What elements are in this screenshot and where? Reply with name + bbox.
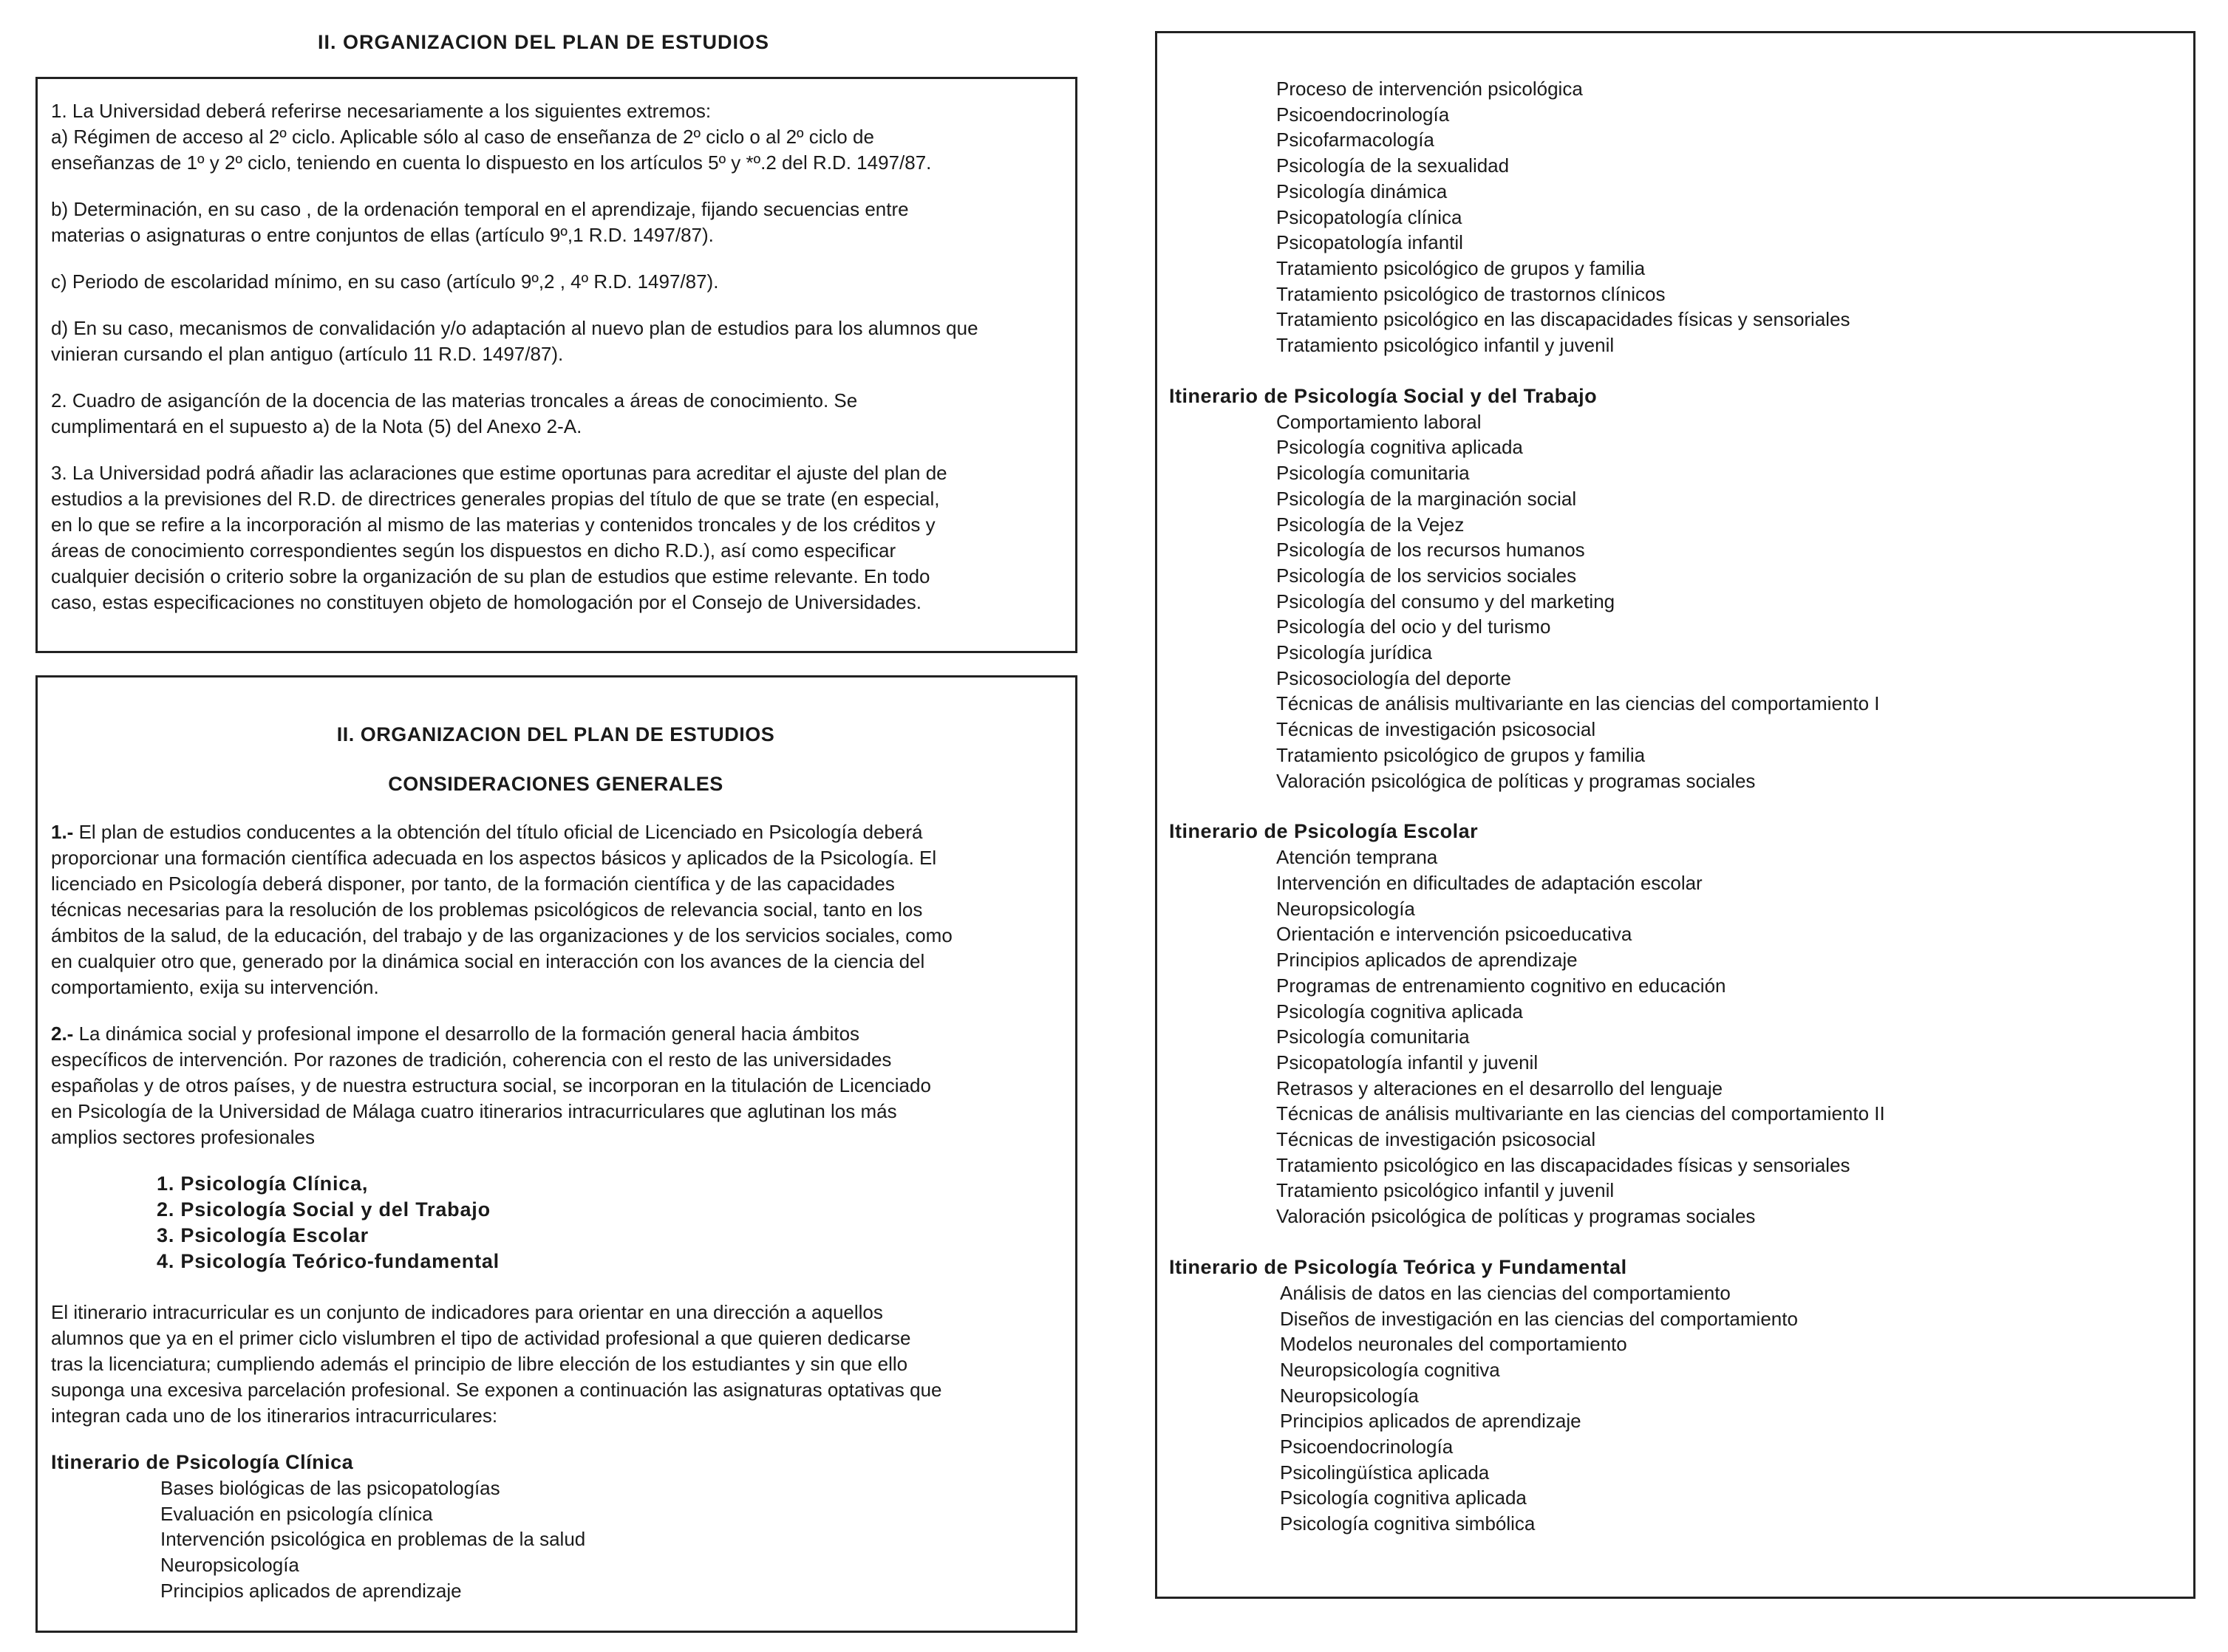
- course-item: Proceso de intervención psicológica: [1276, 78, 1583, 100]
- itinerary-teorica: [1169, 1255, 2178, 1537]
- course-item: Valoración psicológica de políticas y programas sociales: [1276, 769, 1756, 792]
- course-item: Tratamiento psicológico infantil y juvenil: [1276, 334, 1615, 357]
- course-item: Técnicas de investigación psicosocial: [1276, 1128, 1596, 1151]
- itinerary-clinica-continued: [1276, 76, 2178, 358]
- course-item: Psicosociología del deporte: [1276, 666, 1511, 689]
- requirement-line: vinieran cursando el plan antiguo (artículo 11 R.D. 1497/87).: [51, 343, 564, 365]
- requirement-paragraph: [51, 269, 1060, 295]
- requirements-paragraphs: [51, 98, 1060, 615]
- page-title: II. ORGANIZACION DEL PLAN DE ESTUDIOS: [318, 31, 770, 53]
- course-item: Técnicas de análisis multivariante en las ciencias del comportamiento II: [1276, 1102, 1885, 1125]
- paragraph-1-line: comportamiento, exija su intervención.: [51, 976, 379, 998]
- itinerary-list-item: 4. Psicología Teórico-fundamental: [157, 1250, 500, 1272]
- course-item: Programas de entrenamiento cognitivo en educación: [1276, 974, 1726, 997]
- course-item: Neuropsicología: [1276, 897, 1415, 920]
- course-item: Retrasos y alteraciones en el desarrollo del lenguaje: [1276, 1076, 1723, 1099]
- course-item: Bases biológicas de las psicopatologías: [160, 1477, 500, 1499]
- general-considerations-box: [35, 675, 1077, 1633]
- itinerary-list-item: 1. Psicología Clínica,: [157, 1173, 369, 1195]
- section-subtitle: CONSIDERACIONES GENERALES: [388, 773, 723, 795]
- course-item: Psicología de la marginación social: [1276, 487, 1577, 510]
- course-item: Psicología de los servicios sociales: [1276, 564, 1577, 587]
- requirement-paragraph: [51, 388, 1060, 440]
- course-item: Comportamiento laboral: [1276, 410, 1482, 433]
- course-item: Técnicas de investigación psicosocial: [1276, 718, 1596, 741]
- course-item: Psicología jurídica: [1276, 641, 1432, 664]
- paragraph-2-line: específicos de intervención. Por razones de tradición, coherencia con el resto de las universidades: [51, 1048, 892, 1071]
- course-item: Principios aplicados de aprendizaje: [1276, 949, 1578, 972]
- course-item: Psicología comunitaria: [1276, 462, 1470, 485]
- itinerary-clinica-title: Itinerario de Psicología Clínica: [51, 1451, 354, 1473]
- course-item: Psicoendocrinología: [1280, 1436, 1454, 1458]
- paragraph-2: [51, 1021, 1060, 1150]
- course-item: Tratamiento psicológico en las discapacidades físicas y sensoriales: [1276, 308, 1850, 331]
- itineraries-box: [1155, 31, 2195, 1599]
- requirement-line: áreas de conocimiento correspondientes según los dispuestos en dicho R.D.), así como especificar: [51, 539, 896, 562]
- course-item: Psicolingüística aplicada: [1280, 1461, 1490, 1484]
- course-item: Tratamiento psicológico en las discapacidades físicas y sensoriales: [1276, 1153, 1850, 1176]
- itinerary-escolar-items: [1276, 844, 2178, 1229]
- course-item: Psicología del ocio y del turismo: [1276, 615, 1551, 638]
- requirement-line: 2. Cuadro de asigancíón de la docencia de las materias troncales a áreas de conocimiento. Se: [51, 389, 858, 412]
- course-item: Psicología dinámica: [1276, 180, 1448, 202]
- requirement-line: cualquier decisión o criterio sobre la organización de su plan de estudios que estime relevante. En todo: [51, 565, 930, 587]
- course-item: Neuropsicología cognitiva: [1280, 1358, 1500, 1381]
- requirements-box: [35, 77, 1077, 653]
- paragraph-2-number: 2.-: [51, 1023, 74, 1045]
- course-item: Intervención psicológica en problemas de la salud: [160, 1528, 586, 1551]
- itinerary-list-item: 2. Psicología Social y del Trabajo: [157, 1198, 491, 1221]
- requirement-paragraph: [51, 315, 1060, 367]
- paragraph-1-line: técnicas necesarias para la resolución de los problemas psicológicos de relevancia social, tanto en los: [51, 898, 923, 921]
- course-item: Valoración psicológica de políticas y programas sociales: [1276, 1205, 1756, 1228]
- course-item: Psicología de la sexualidad: [1276, 154, 1510, 177]
- paragraph-2-line: españolas y de otros países, y de nuestra estructura social, se incorporan en la titulación de Licenciado: [51, 1074, 931, 1096]
- requirement-line: d) En su caso, mecanismos de convalidación y/o adaptación al nuevo plan de estudios para los alumnos que: [51, 317, 978, 339]
- requirement-paragraph: [51, 197, 1060, 248]
- course-item: Análisis de datos en las ciencias del comportamiento: [1280, 1281, 1731, 1304]
- paragraph-2-line: en Psicología de la Universidad de Málaga cuatro itinerarios intracurriculares que aglutinan los más: [51, 1100, 897, 1122]
- itinerary-escolar-title: Itinerario de Psicología Escolar: [1169, 820, 1479, 843]
- requirement-line: 3. La Universidad podrá añadir las aclaraciones que estime oportunas para acreditar el ajuste del plan de: [51, 462, 947, 484]
- requirement-paragraph: [51, 98, 1060, 176]
- paragraph-3-line: tras la licenciatura; cumpliendo además el principio de libre elección de los estudiantes y sin que ello: [51, 1353, 908, 1375]
- course-item: Tratamiento psicológico infantil y juvenil: [1276, 1179, 1615, 1202]
- itinerary-escolar: [1169, 819, 2178, 1229]
- requirement-line: estudios a la previsiones del R.D. de directrices generales propias del título de que se trate (en especial,: [51, 488, 940, 510]
- course-item: Neuropsicología: [160, 1554, 299, 1577]
- requirement-line: cumplimentará en el supuesto a) de la Nota (5) del Anexo 2-A.: [51, 415, 582, 437]
- paragraph-1-line: proporcionar una formación científica adecuada en los aspectos básicos y aplicados de la Psicología. El: [51, 847, 937, 869]
- itinerary-list: [157, 1171, 1060, 1274]
- course-item: Psicología comunitaria: [1276, 1025, 1470, 1048]
- itinerary-list-item: 3. Psicología Escolar: [157, 1224, 369, 1246]
- paragraph-3-line: suponga una excesiva parcelación profesional. Se exponen a continuación las asignaturas optativas que: [51, 1379, 942, 1401]
- course-item: Atención temprana: [1276, 846, 1438, 869]
- course-item: Psicología del consumo y del marketing: [1276, 590, 1615, 612]
- requirement-line: en lo que se refire a la incorporación al mismo de las materias y contenidos troncales y de los créditos y: [51, 513, 936, 536]
- course-item: Psicopatología clínica: [1276, 205, 1462, 228]
- paragraph-1-number: 1.-: [51, 821, 74, 843]
- paragraph-2-line: amplios sectores profesionales: [51, 1126, 315, 1148]
- requirement-line: enseñanzas de 1º y 2º ciclo, teniendo en cuenta lo dispuesto en los artículos 5º y *º.2 del R.D. 1497/87.: [51, 151, 932, 174]
- requirement-line: 1. La Universidad deberá referirse necesariamente a los siguientes extremos:: [51, 100, 712, 122]
- itinerary-clinica-items: [160, 1475, 1060, 1604]
- section-title: II. ORGANIZACION DEL PLAN DE ESTUDIOS: [336, 723, 775, 745]
- course-item: Psicología cognitiva aplicada: [1276, 1000, 1523, 1023]
- course-item: Psicopatología infantil y juvenil: [1276, 1051, 1539, 1074]
- course-item: Psicofarmacología: [1276, 129, 1434, 151]
- itinerary-teorica-title: Itinerario de Psicología Teórica y Fundamental: [1169, 1255, 1627, 1278]
- itinerary-social-items: [1276, 409, 2178, 794]
- paragraph-1-line: en cualquier otro que, generado por la dinámica social en interacción con los avances de la ciencia del: [51, 950, 925, 972]
- requirement-line: c) Periodo de escolaridad mínimo, en su caso (artículo 9º,2 , 4º R.D. 1497/87).: [51, 270, 719, 293]
- requirement-line: caso, estas especificaciones no constituyen objeto de homologación por el Consejo de Universidades.: [51, 591, 921, 613]
- course-item: Psicopatología infantil: [1276, 231, 1463, 254]
- itinerary-teorica-items: [1280, 1280, 2178, 1537]
- paragraph-1: [51, 819, 1060, 1000]
- course-item: Diseños de investigación en las ciencias del comportamiento: [1280, 1307, 1798, 1330]
- course-item: Intervención en dificultades de adaptación escolar: [1276, 871, 1703, 894]
- course-item: Psicología cognitiva aplicada: [1276, 436, 1523, 459]
- requirement-line: b) Determinación, en su caso , de la ordenación temporal en el aprendizaje, fijando secuencias entre: [51, 198, 909, 220]
- course-item: Orientación e intervención psicoeducativa: [1276, 923, 1632, 946]
- paragraph-3: [51, 1300, 1060, 1429]
- paragraph-1-line: ámbitos de la salud, de la educación, del trabajo y de las organizaciones y de los servicios sociales, como: [51, 924, 953, 946]
- paragraph-1-line: licenciado en Psicología deberá disponer, por tanto, de la formación científica y de las capacidades: [51, 873, 895, 895]
- course-item: Principios aplicados de aprendizaje: [1280, 1410, 1581, 1433]
- course-item: Tratamiento psicológico de grupos y familia: [1276, 743, 1646, 766]
- paragraph-1-line: El plan de estudios conducentes a la obtención del título oficial de Licenciado en Psicología deberá: [73, 821, 923, 843]
- itinerary-social: [1169, 383, 2178, 794]
- course-item: Psicología de los recursos humanos: [1276, 539, 1585, 562]
- course-item: Psicología cognitiva aplicada: [1280, 1487, 1527, 1509]
- paragraph-3-line: alumnos que ya en el primer ciclo vislumbren el tipo de actividad profesional a que quieren dedicarse: [51, 1327, 911, 1349]
- requirement-line: a) Régimen de acceso al 2º ciclo. Aplicable sólo al caso de enseñanza de 2º ciclo o al 2º ciclo de: [51, 126, 874, 148]
- course-item: Tratamiento psicológico de grupos y familia: [1276, 256, 1646, 279]
- paragraph-2-line: La dinámica social y profesional impone el desarrollo de la formación general hacia ámbitos: [73, 1023, 860, 1045]
- course-item: Psicología cognitiva simbólica: [1280, 1512, 1536, 1535]
- course-item: Evaluación en psicología clínica: [160, 1502, 433, 1525]
- course-item: Tratamiento psicológico de trastornos clínicos: [1276, 282, 1666, 305]
- course-item: Técnicas de análisis multivariante en las ciencias del comportamiento I: [1276, 692, 1880, 715]
- itinerary-social-title: Itinerario de Psicología Social y del Trabajo: [1169, 384, 1598, 407]
- course-item: Principios aplicados de aprendizaje: [160, 1579, 462, 1602]
- course-item: Modelos neuronales del comportamiento: [1280, 1333, 1627, 1356]
- paragraph-3-line: integran cada uno de los itinerarios intracurriculares:: [51, 1404, 498, 1427]
- course-item: Neuropsicología: [1280, 1384, 1419, 1407]
- paragraph-3-line: El itinerario intracurricular es un conjunto de indicadores para orientar en una dirección a aquellos: [51, 1301, 883, 1323]
- course-item: Psicoendocrinología: [1276, 103, 1450, 126]
- requirement-line: materias o asignaturas o entre conjuntos de ellas (artículo 9º,1 R.D. 1497/87).: [51, 224, 714, 246]
- requirement-paragraph: [51, 460, 1060, 615]
- course-item: Psicología de la Vejez: [1276, 513, 1465, 536]
